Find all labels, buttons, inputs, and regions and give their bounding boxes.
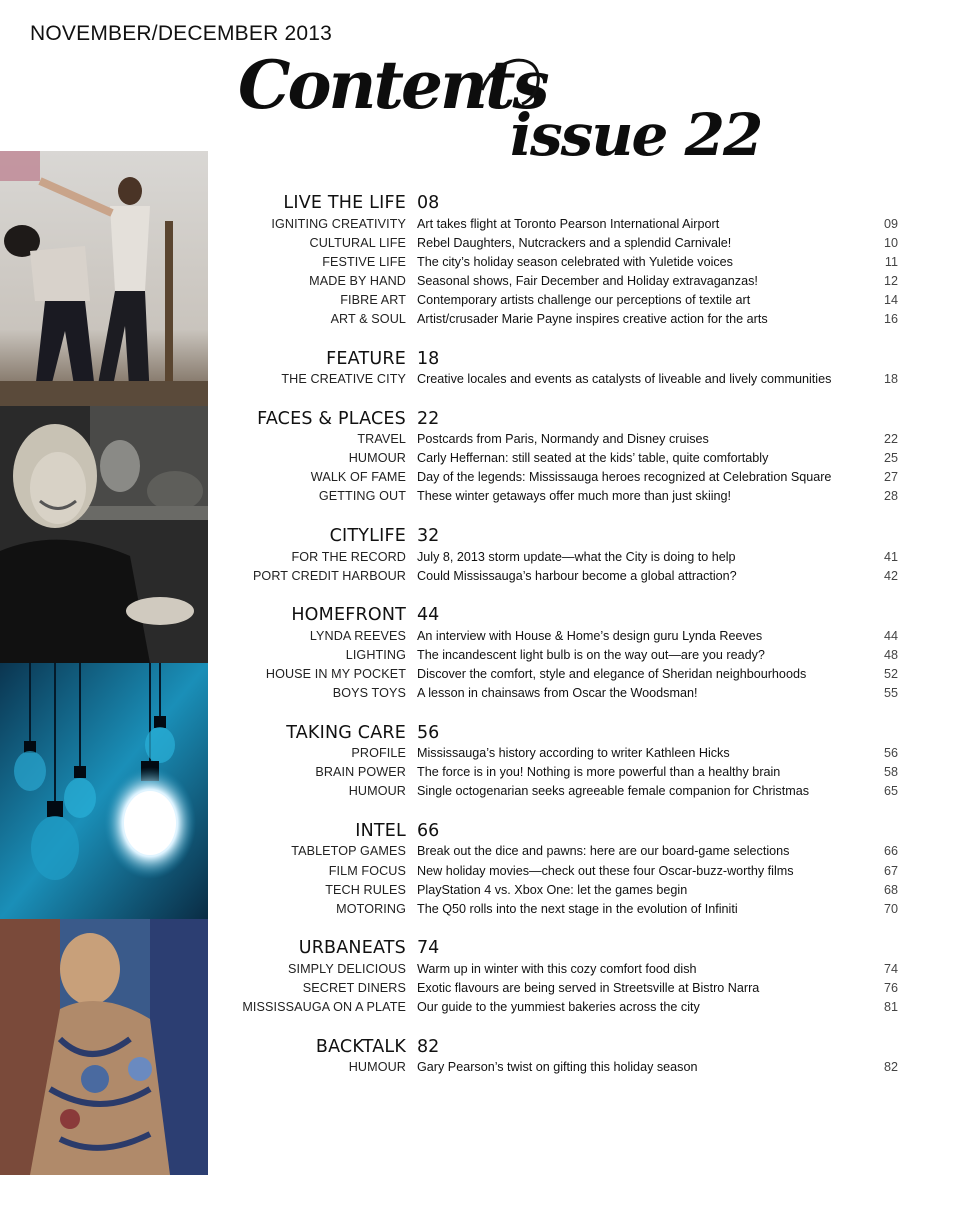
entry-label: BOYS TOYS (332, 686, 406, 701)
entry-page-number: 41 (883, 549, 898, 564)
entry-label: FIBRE ART (340, 292, 406, 307)
toc-section (208, 346, 908, 389)
dancers-photo (0, 151, 208, 406)
toc-entry[interactable] (208, 899, 908, 918)
entry-description: Postcards from Paris, Normandy and Disney cruises (417, 432, 709, 447)
section-title: TAKING CARE (286, 722, 406, 743)
entry-label: HUMOUR (348, 451, 406, 466)
entry-description: The city’s holiday season celebrated with Yuletide voices (417, 254, 733, 269)
toc-entry[interactable] (208, 271, 908, 290)
toc-section (208, 523, 908, 585)
entry-label: TRAVEL (357, 432, 406, 447)
entry-page-number: 28 (883, 489, 898, 504)
toc-entry[interactable] (208, 487, 908, 506)
entry-page-number: 55 (883, 686, 898, 701)
entry-label: LYNDA REEVES (309, 628, 406, 643)
entry-label: IGNITING CREATIVITY (271, 216, 406, 231)
entry-label: PROFILE (351, 746, 406, 761)
entry-page-number: 68 (883, 882, 898, 897)
entry-page-number: 42 (883, 568, 898, 583)
entry-page-number: 44 (883, 628, 898, 643)
entry-description: The Q50 rolls into the next stage in the evolution of Infiniti (417, 901, 738, 916)
entry-label: WALK OF FAME (310, 470, 406, 485)
entry-description: The incandescent light bulb is on the way out—are you ready? (417, 647, 765, 662)
entry-page-number: 10 (883, 235, 898, 250)
toc-entry[interactable] (208, 664, 908, 683)
section-header[interactable] (208, 818, 908, 841)
toc-entry[interactable] (208, 997, 908, 1016)
photo-strip (0, 151, 208, 1175)
entry-description: The force is in you! Nothing is more powerful than a healthy brain (417, 765, 781, 780)
section-header[interactable] (208, 346, 908, 369)
section-title: BACKTALK (315, 1036, 406, 1057)
section-title: HOMEFRONT (291, 605, 406, 626)
toc-entry[interactable] (208, 468, 908, 487)
section-title: URBANEATS (298, 938, 406, 959)
entry-label: HUMOUR (348, 1060, 406, 1075)
section-header[interactable] (208, 523, 908, 546)
entry-label: GETTING OUT (318, 489, 406, 504)
toc-entry[interactable] (208, 782, 908, 801)
toc-entry[interactable] (208, 309, 908, 328)
toc-section (208, 406, 908, 506)
entry-page-number: 09 (883, 216, 898, 231)
entry-page-number: 82 (883, 1060, 898, 1075)
section-title: INTEL (355, 820, 406, 841)
entry-description: Could Mississauga’s harbour become a global attraction? (417, 568, 737, 583)
section-page-number: 08 (417, 193, 440, 213)
entry-page-number: 52 (883, 666, 898, 681)
entry-description: An interview with House & Home’s design guru Lynda Reeves (417, 628, 763, 643)
entry-page-number: 25 (883, 451, 898, 466)
entry-description: Day of the legends: Mississauga heroes recognized at Celebration Square (417, 470, 832, 485)
section-title: FACES & PLACES (257, 408, 406, 429)
section-header[interactable] (208, 935, 908, 958)
section-page-number: 56 (417, 722, 440, 743)
toc-entry[interactable] (208, 1058, 908, 1077)
portrait-photo (0, 406, 208, 663)
entry-description: Contemporary artists challenge our perceptions of textile art (417, 292, 751, 307)
toc-entry[interactable] (208, 214, 908, 233)
entry-description: Seasonal shows, Fair December and Holiday extravaganzas! (417, 273, 758, 288)
section-header[interactable] (208, 406, 908, 429)
entry-label: ART & SOUL (330, 312, 406, 327)
entry-page-number: 81 (883, 999, 898, 1014)
entry-page-number: 67 (883, 863, 898, 878)
entry-label: BRAIN POWER (315, 765, 406, 780)
entry-label: THE CREATIVE CITY (281, 372, 406, 387)
entry-label: FOR THE RECORD (291, 549, 406, 564)
entry-page-number: 58 (883, 765, 898, 780)
entry-page-number: 66 (883, 844, 898, 859)
entry-label: SIMPLY DELICIOUS (287, 961, 406, 976)
section-page-number: 18 (417, 348, 440, 369)
entry-description: Gary Pearson’s twist on gifting this holiday season (417, 1060, 698, 1075)
light-bulbs-photo (0, 663, 208, 919)
toc-entry[interactable] (208, 252, 908, 271)
section-title: LIVE THE LIFE (283, 193, 406, 213)
entry-page-number: 12 (883, 273, 898, 288)
toc-section (208, 935, 908, 1016)
entry-page-number: 16 (883, 312, 898, 327)
entry-description: A lesson in chainsaws from Oscar the Woodsman! (417, 686, 698, 701)
table-of-contents (208, 190, 908, 1094)
entry-description: July 8, 2013 storm update—what the City is doing to help (417, 549, 736, 564)
entry-label: PORT CREDIT HARBOUR (252, 568, 406, 583)
section-page-number: 32 (417, 526, 440, 547)
entry-label: MOTORING (336, 901, 406, 916)
toc-entry[interactable] (208, 861, 908, 880)
section-page-number: 82 (417, 1036, 440, 1057)
entry-page-number: 48 (883, 647, 898, 662)
entry-label: CULTURAL LIFE (309, 235, 406, 250)
entry-label: MADE BY HAND (309, 273, 406, 288)
entry-label: MISSISSAUGA ON A PLATE (242, 999, 406, 1014)
entry-page-number: 27 (883, 470, 898, 485)
entry-page-number: 74 (883, 961, 898, 976)
toc-entry[interactable] (208, 290, 908, 309)
entry-description: Mississauga’s history according to writer Kathleen Hicks (417, 746, 730, 761)
entry-description: Artist/crusader Marie Payne inspires creative action for the arts (417, 312, 768, 327)
section-header[interactable] (208, 190, 908, 213)
section-page-number: 22 (417, 408, 440, 429)
entry-label: SECRET DINERS (302, 980, 406, 995)
entry-description: Single octogenarian seeks agreeable female companion for Christmas (417, 784, 810, 799)
entry-description: These winter getaways offer much more than just skiing! (417, 489, 732, 504)
toc-section (208, 602, 908, 702)
section-header[interactable] (208, 720, 908, 743)
toc-entry[interactable] (208, 959, 908, 978)
toc-section (208, 1034, 908, 1077)
toc-entry[interactable] (208, 842, 908, 861)
entry-description: Rebel Daughters, Nutcrackers and a splendid Carnivale! (417, 235, 732, 250)
toc-section (208, 720, 908, 801)
entry-description: Break out the dice and pawns: here are our board-game selections (417, 844, 790, 859)
masthead-issue: issue 22 (510, 101, 762, 169)
section-title: FEATURE (326, 348, 406, 369)
toc-entry[interactable] (208, 880, 908, 899)
section-page-number: 44 (417, 605, 440, 626)
masthead (238, 46, 762, 182)
toc-entry[interactable] (208, 626, 908, 645)
entry-page-number: 65 (883, 784, 898, 799)
masthead-title: Contents (238, 46, 547, 124)
toc-entry[interactable] (208, 566, 908, 585)
entry-page-number: 22 (883, 432, 898, 447)
toc-entry[interactable] (208, 645, 908, 664)
entry-label: FILM FOCUS (328, 863, 406, 878)
toc-section (208, 818, 908, 918)
toc-entry[interactable] (208, 430, 908, 449)
section-header[interactable] (208, 1034, 908, 1057)
section-page-number: 74 (417, 938, 440, 959)
entry-label: TECH RULES (325, 882, 406, 897)
toc-entry[interactable] (208, 547, 908, 566)
entry-label: HUMOUR (348, 784, 406, 799)
entry-page-number: 14 (883, 292, 898, 307)
toc-entry[interactable] (208, 744, 908, 763)
toc-entry[interactable] (208, 370, 908, 389)
entry-description: Our guide to the yummiest bakeries across the city (417, 999, 700, 1014)
section-page-number: 66 (417, 820, 440, 841)
entry-page-number: 18 (883, 372, 898, 387)
toc-entry[interactable] (208, 978, 908, 997)
entry-label: FESTIVE LIFE (322, 254, 406, 269)
section-header[interactable] (208, 602, 908, 625)
entry-page-number: 11 (884, 254, 898, 269)
entry-description: Art takes flight at Toronto Pearson International Airport (417, 216, 720, 231)
entry-label: LIGHTING (345, 647, 406, 662)
toc-entry[interactable] (208, 684, 908, 703)
entry-description: New holiday movies—check out these four Oscar-buzz-worthy films (417, 863, 794, 878)
entry-description: Carly Heffernan: still seated at the kids’ table, quite comfortably (417, 451, 769, 466)
entry-label: HOUSE IN MY POCKET (265, 666, 406, 681)
entry-description: Exotic flavours are being served in Streetsville at Bistro Narra (417, 980, 760, 995)
toc-entry[interactable] (208, 763, 908, 782)
entry-page-number: 70 (883, 901, 898, 916)
entry-description: Creative locales and events as catalysts of liveable and lively communities (417, 372, 832, 387)
section-title: CITYLIFE (329, 526, 406, 547)
toc-entry[interactable] (208, 449, 908, 468)
entry-description: Discover the comfort, style and elegance of Sheridan neighbourhoods (417, 666, 807, 681)
entry-label: TABLETOP GAMES (291, 844, 406, 859)
entry-page-number: 76 (883, 980, 898, 995)
entry-description: Warm up in winter with this cozy comfort food dish (417, 961, 697, 976)
issue-date: NOVEMBER/DECEMBER 2013 (30, 22, 332, 45)
toc-entry[interactable] (208, 233, 908, 252)
painting-photo (0, 919, 208, 1175)
entry-page-number: 56 (883, 746, 898, 761)
entry-description: PlayStation 4 vs. Xbox One: let the games begin (417, 882, 688, 897)
toc-section (208, 190, 908, 329)
